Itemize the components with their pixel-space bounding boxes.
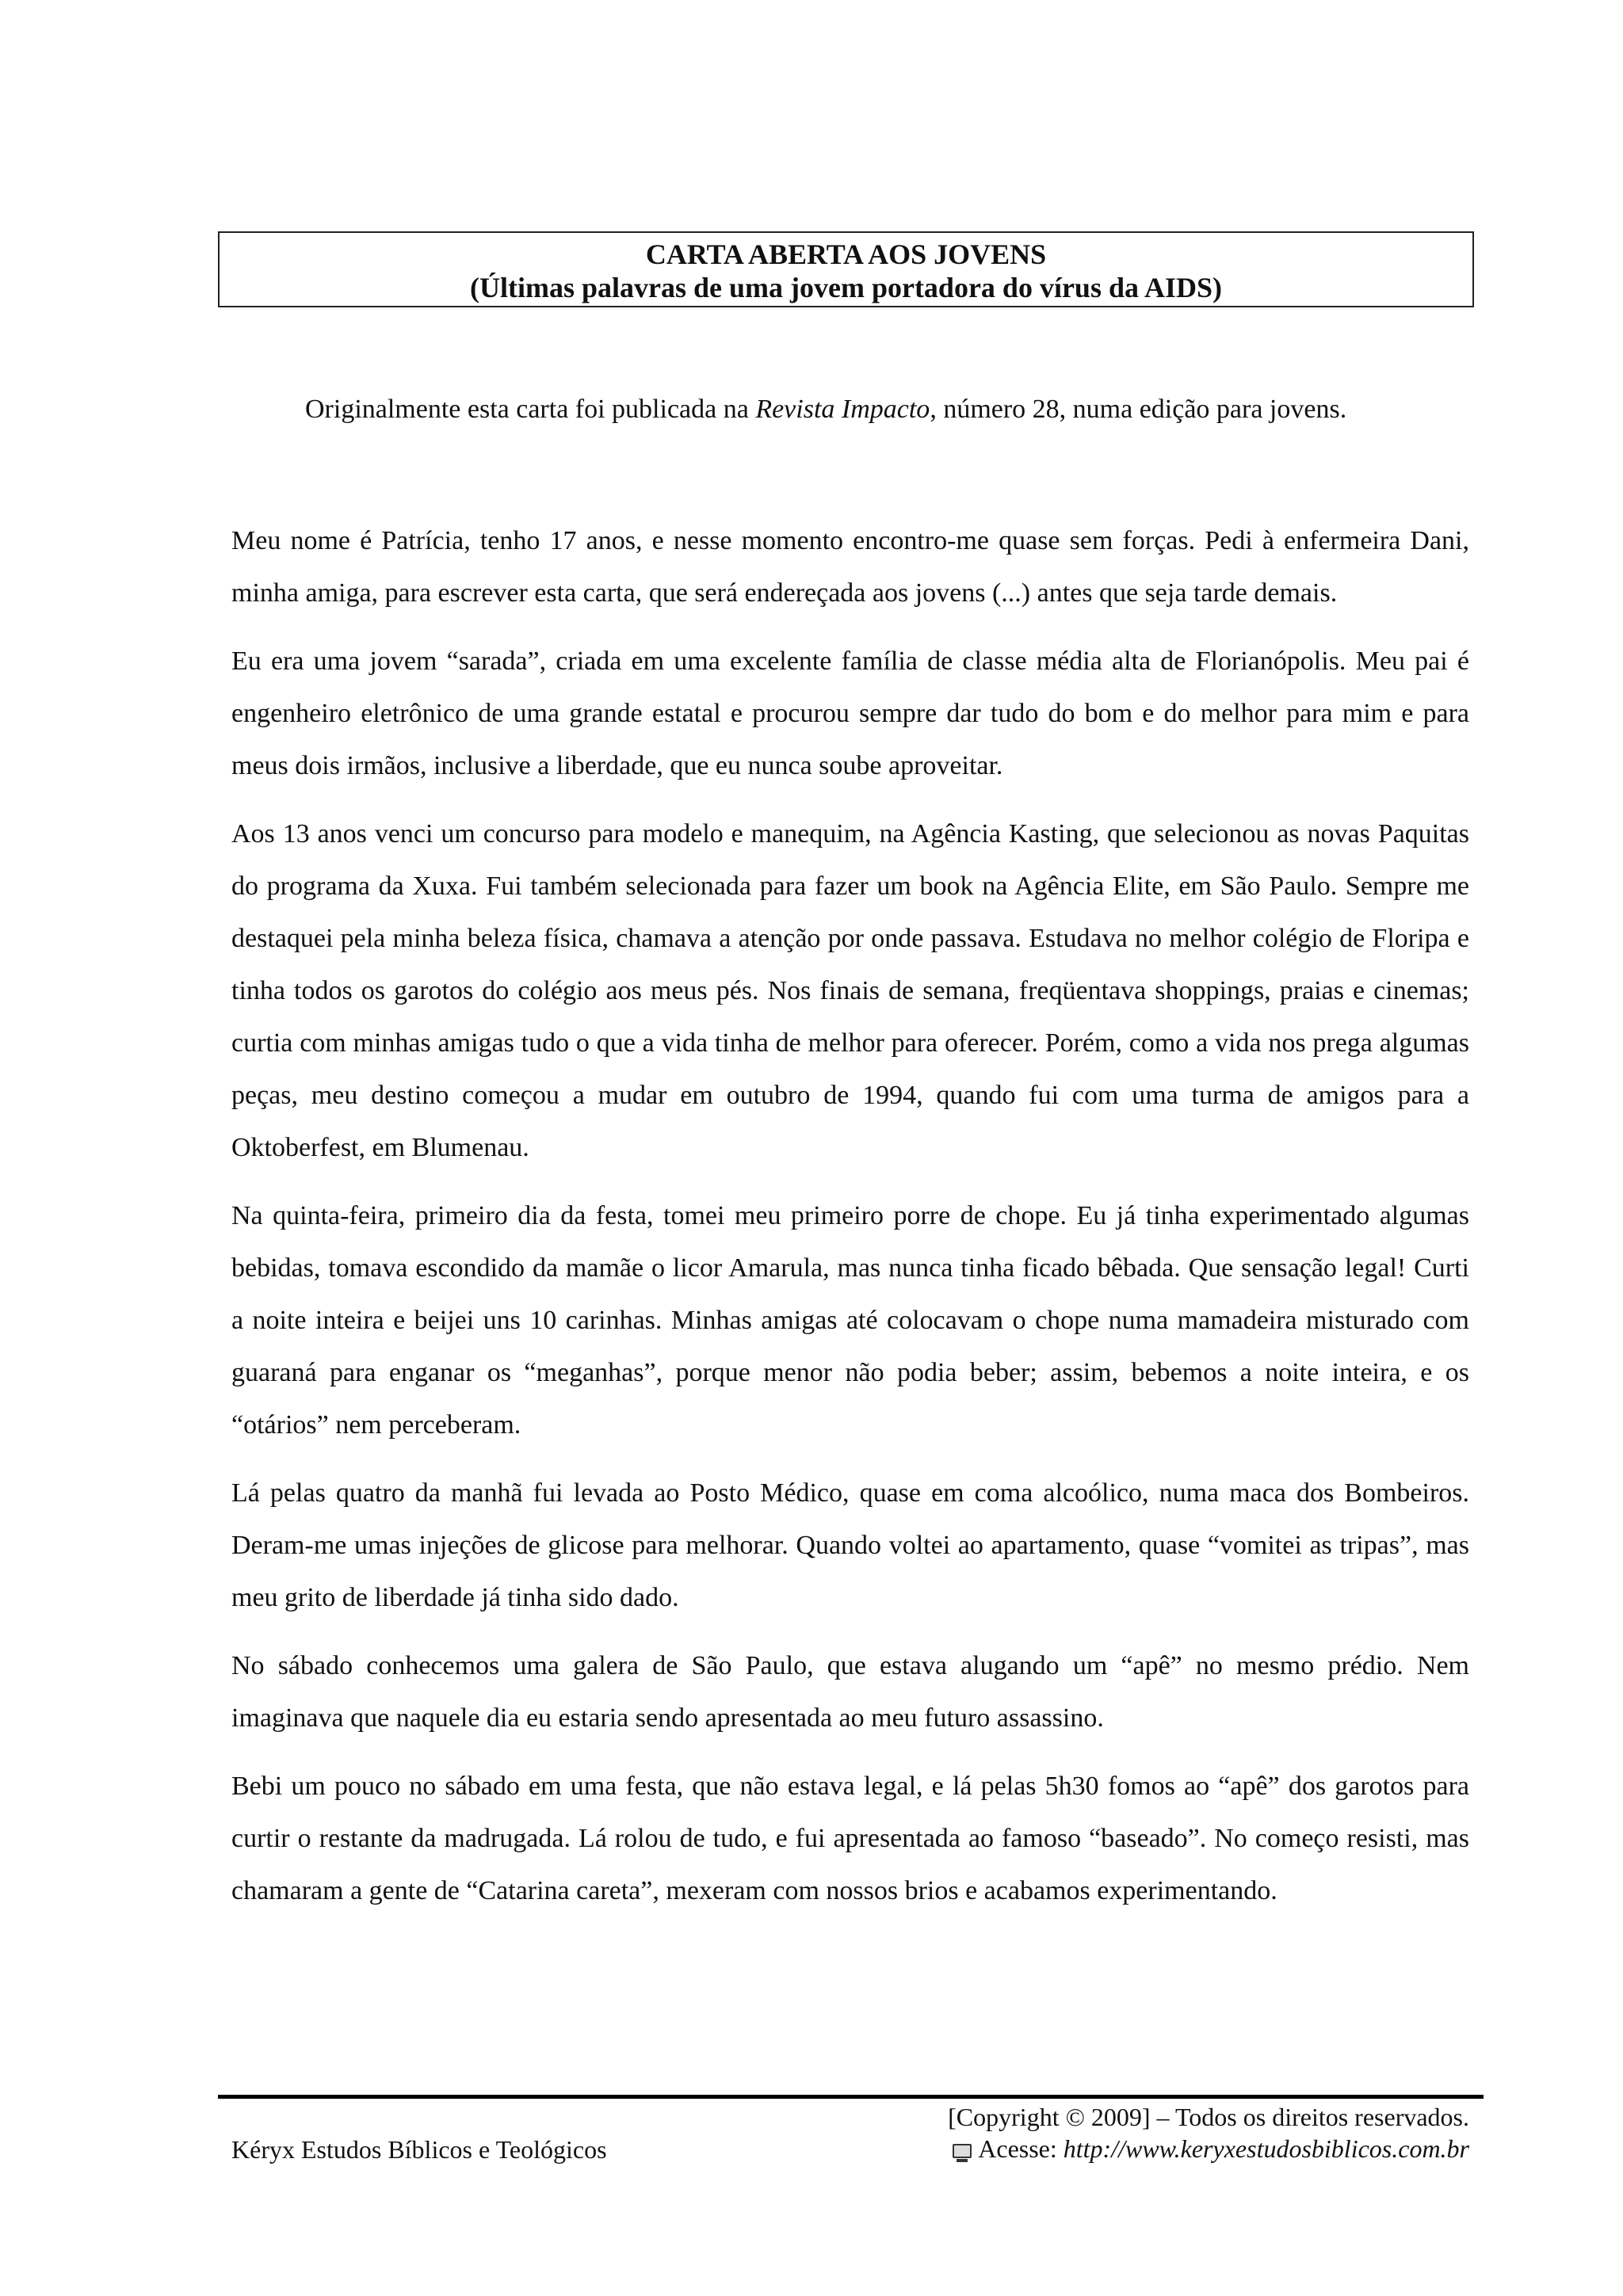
paragraph-6: No sábado conhecemos uma galera de São Paulo, que estava alugando um “apê” no mesmo prédio. Nem imaginava que naquele dia eu estaria sendo apresentada ao meu futuro assassino.	[231, 1651, 1469, 1733]
footer-copyright: [Copyright © 2009] – Todos os direitos reservados.	[948, 2103, 1469, 2131]
magazine-name: Revista Impacto	[755, 395, 930, 424]
footer-info	[872, 2101, 1469, 2164]
footer-publisher: Kéryx Estudos Bíblicos e Teológicos	[231, 2135, 607, 2164]
paragraph-5: Lá pelas quatro da manhã fui levada ao Posto Médico, quase em coma alcoólico, numa maca dos Bombeiros. Deram-me umas injeções de glicose para melhorar. Quando voltei ao apartamento, quase “vomitei as tripas”, mas meu grito de liberdade já tinha sido dado.	[231, 1478, 1469, 1612]
intro-note	[305, 391, 1474, 429]
monitor-icon	[953, 2144, 972, 2158]
paragraph-2: Eu era uma jovem “sarada”, criada em uma excelente família de classe média alta de Florianópolis. Meu pai é engenheiro eletrônico de uma grande estatal e procurou sempre dar tudo do bom e do melhor para mim e para meus dois irmãos, inclusive a liberdade, que eu nunca soube aproveitar.	[231, 646, 1469, 780]
footer-access	[872, 2133, 1469, 2164]
paragraph-7: Bebi um pouco no sábado em uma festa, que não estava legal, e lá pelas 5h30 fomos ao “apê” dos garotos para curtir o restante da madrugada. Lá rolou de tudo, e fui apresentada ao famoso “baseado”. No começo resisti, mas chamaram a gente de “Catarina careta”, mexeram com nossos brios e acabamos experimentando.	[231, 1772, 1469, 1905]
intro-before: Originalmente esta carta foi publicada na	[305, 395, 756, 424]
footer-url-link[interactable]: http://www.keryxestudosbiblicos.com.br	[1063, 2134, 1469, 2163]
title-subtitle: (Últimas palavras de uma jovem portadora do vírus da AIDS)	[469, 272, 1223, 303]
title-main: CARTA ABERTA AOS JOVENS	[645, 238, 1047, 270]
footer-divider	[218, 2095, 1484, 2099]
letter-body	[231, 515, 1469, 1933]
paragraph-1: Meu nome é Patrícia, tenho 17 anos, e nesse momento encontro-me quase sem forças. Pedi à enfermeira Dani, minha amiga, para escrever esta carta, que será endereçada aos jovens (...) antes que seja tarde demais.	[231, 526, 1469, 608]
paragraph-4: Na quinta-feira, primeiro dia da festa, tomei meu primeiro porre de chope. Eu já tinha experimentado algumas bebidas, tomava escondido da mamãe o licor Amarula, mas nunca tinha ficado bêbada. Que sensação legal! Curti a noite inteira e beijei uns 10 carinhas. Minhas amigas até colocavam o chope numa mamadeira misturado com guaraná para enganar os “meganhas”, porque menor não podia beber; assim, bebemos a noite inteira, e os “otários” nem perceberam.	[231, 1201, 1469, 1440]
footer-access-label: Acesse:	[978, 2134, 1064, 2163]
intro-after: , número 28, numa edição para jovens.	[930, 395, 1347, 424]
paragraph-3: Aos 13 anos venci um concurso para modelo e manequim, na Agência Kasting, que selecionou as novas Paquitas do programa da Xuxa. Fui também selecionada para fazer um book na Agência Elite, em São Paulo. Sempre me destaquei pela minha beleza física, chamava a atenção por onde passava. Estudava no melhor colégio de Floripa e tinha todos os garotos do colégio aos meus pés. Nos finais de semana, freqüentava shoppings, praias e cinemas; curtia com minhas amigas tudo o que a vida tinha de melhor para oferecer. Porém, como a vida nos prega algumas peças, meu destino começou a mudar em outubro de 1994, quando fui com uma turma de amigos para a Oktoberfest, em Blumenau.	[231, 819, 1469, 1162]
title-box	[218, 231, 1474, 307]
